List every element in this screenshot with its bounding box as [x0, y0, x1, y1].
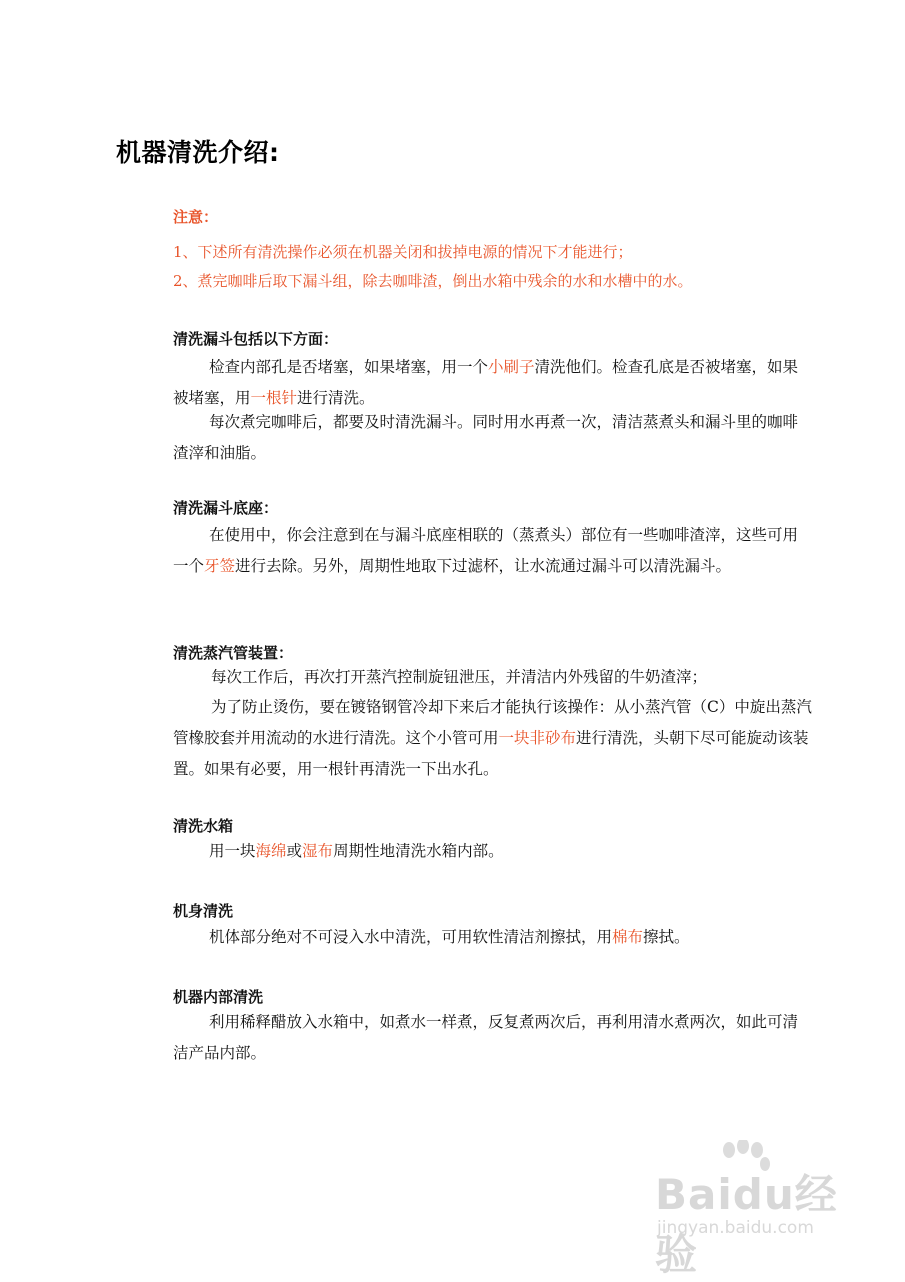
- section-steam-paragraph-1: 每次工作后，再次打开蒸汽控制旋钮泄压，并清洁内外残留的牛奶渣滓；: [211, 668, 708, 686]
- highlight-sponge: 海绵: [255, 842, 287, 860]
- highlight-cotton-cloth: 棉布: [612, 928, 644, 946]
- watermark-brand: Baidu经验: [655, 1170, 838, 1279]
- section-internal-paragraph: 利用稀释醋放入水箱中，如煮水一样煮，反复煮两次后，再利用清水煮两次，如此可清洁产品内部。: [173, 1013, 799, 1062]
- section-heading-funnel: 清洗漏斗包括以下方面：: [173, 330, 339, 348]
- section-heading-steam: 清洗蒸汽管装置：: [173, 644, 294, 662]
- baidu-jingyan-watermark: [655, 1140, 855, 1279]
- notice-item-2: 2、煮完咖啡后取下漏斗组，除去咖啡渣，倒出水箱中残余的水和水槽中的水。: [173, 272, 693, 290]
- section-heading-body: 机身清洗: [173, 902, 234, 920]
- section-funnel-paragraph-1: 检查内部孔是否堵塞，如果堵塞，用一个小刷子清洗他们。检查孔底是否被堵塞，如果被堵塞，用一根针进行清洗。: [173, 358, 799, 407]
- highlight-cloth: 一块非砂布: [498, 729, 577, 747]
- section-body-paragraph: 机体部分绝对不可浸入水中清洗，可用软性清洁剂擦拭，用棉布擦拭。: [209, 928, 690, 946]
- highlight-toothpick: 牙签: [204, 557, 236, 575]
- section-funnel-paragraph-2: 每次煮完咖啡后，都要及时清洗漏斗。同时用水再煮一次，清洁蒸煮头和漏斗里的咖啡渣滓和油脂。: [173, 413, 799, 462]
- highlight-wet-cloth: 湿布: [302, 842, 334, 860]
- section-heading-water-tank: 清洗水箱: [173, 817, 234, 835]
- section-heading-funnel-base: 清洗漏斗底座：: [173, 499, 279, 517]
- notice-item-1: 1、下述所有清洗操作必须在机器关闭和拔掉电源的情况下才能进行；: [173, 243, 633, 261]
- section-steam-paragraph-2: 为了防止烫伤，要在镀铬钢管冷却下来后才能执行该操作：从小蒸汽管（C）中旋出蒸汽管橡胶套并用流动的水进行清洗。这个小管可用一块非砂布进行清洗，头朝下尽可能旋动该装置。如果有必要，用一根针再清洗一下出水孔。: [173, 698, 812, 778]
- watermark-url: jingyan.baidu.com: [657, 1218, 814, 1238]
- notice-heading: 注意：: [173, 208, 219, 226]
- section-heading-internal: 机器内部清洗: [173, 988, 264, 1006]
- page-title: 机器清洗介绍:: [116, 138, 280, 167]
- highlight-brush: 小刷子: [488, 358, 535, 376]
- highlight-needle: 一根针: [250, 389, 298, 407]
- section-water-tank-paragraph: 用一块海绵或湿布周期性地清洗水箱内部。: [209, 842, 504, 860]
- section-funnel-base-paragraph: 在使用中，你会注意到在与漏斗底座相联的（蒸煮头）部位有一些咖啡渣滓，这些可用一个牙签进行去除。另外，周期性地取下过滤杯，让水流通过漏斗可以清洗漏斗。: [173, 526, 799, 575]
